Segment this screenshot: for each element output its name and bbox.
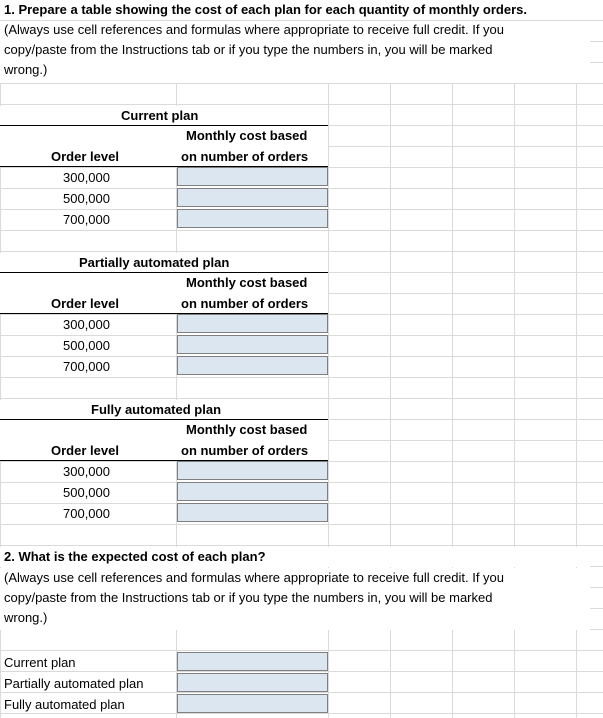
col-header-monthly-cost-line-1: Monthly cost based <box>186 275 308 290</box>
cost-input-cell[interactable] <box>177 482 328 501</box>
expected-cost-label-current-plan: Current plan <box>4 655 76 670</box>
col-header-monthly-cost-line-1: Monthly cost based <box>186 128 308 143</box>
order-level-cell: 700,000 <box>63 359 110 374</box>
expected-cost-input-current-plan[interactable] <box>177 652 328 671</box>
col-header-order-level: Order level <box>51 443 119 458</box>
question-1-instruction-line-2: copy/paste from the Instructions tab or if you type the numbers in, you will be marked <box>4 42 493 57</box>
question-2-instruction-line-1: (Always use cell references and formulas where appropriate to receive full credit. If you <box>4 570 505 585</box>
cost-input-cell[interactable] <box>177 314 328 333</box>
order-level-cell: 700,000 <box>63 506 110 521</box>
col-header-monthly-cost-line-2: on number of orders <box>181 443 309 458</box>
order-level-cell: 500,000 <box>63 485 110 500</box>
cost-input-cell[interactable] <box>177 461 328 480</box>
order-level-cell: 500,000 <box>63 191 110 206</box>
table-title-current-plan: Current plan <box>121 108 199 123</box>
order-level-cell: 700,000 <box>63 212 110 227</box>
table-title-partially-automated-plan: Partially automated plan <box>79 255 230 270</box>
col-header-monthly-cost-line-1: Monthly cost based <box>186 422 308 437</box>
order-level-cell: 500,000 <box>63 338 110 353</box>
cost-input-cell[interactable] <box>177 503 328 522</box>
col-header-monthly-cost-line-2: on number of orders <box>181 149 309 164</box>
cost-input-cell[interactable] <box>177 188 328 207</box>
expected-cost-label-fully-automated-plan: Fully automated plan <box>4 697 125 712</box>
cost-input-cell[interactable] <box>177 167 328 186</box>
order-level-cell: 300,000 <box>63 317 110 332</box>
cost-input-cell[interactable] <box>177 335 328 354</box>
order-level-cell: 300,000 <box>63 464 110 479</box>
cost-input-cell[interactable] <box>177 209 328 228</box>
col-header-monthly-cost-line-2: on number of orders <box>181 296 309 311</box>
col-header-order-level: Order level <box>51 296 119 311</box>
expected-cost-input-partially-automated-plan[interactable] <box>177 673 328 692</box>
table-title-fully-automated-plan: Fully automated plan <box>91 402 222 417</box>
col-header-order-level: Order level <box>51 149 119 164</box>
question-1-title: 1. Prepare a table showing the cost of each plan for each quantity of monthly orders. <box>4 2 527 17</box>
question-1-instruction-line-3: wrong.) <box>4 62 48 77</box>
cost-input-cell[interactable] <box>177 356 328 375</box>
order-level-cell: 300,000 <box>63 170 110 185</box>
question-2-title: 2. What is the expected cost of each plan? <box>4 549 266 564</box>
question-2-instruction-line-2: copy/paste from the Instructions tab or if you type the numbers in, you will be marked <box>4 590 493 605</box>
expected-cost-input-fully-automated-plan[interactable] <box>177 694 328 713</box>
question-1-instruction-line-1: (Always use cell references and formulas where appropriate to receive full credit. If you <box>4 22 505 37</box>
expected-cost-label-partially-automated-plan: Partially automated plan <box>4 676 144 691</box>
question-2-instruction-line-3: wrong.) <box>4 610 48 625</box>
